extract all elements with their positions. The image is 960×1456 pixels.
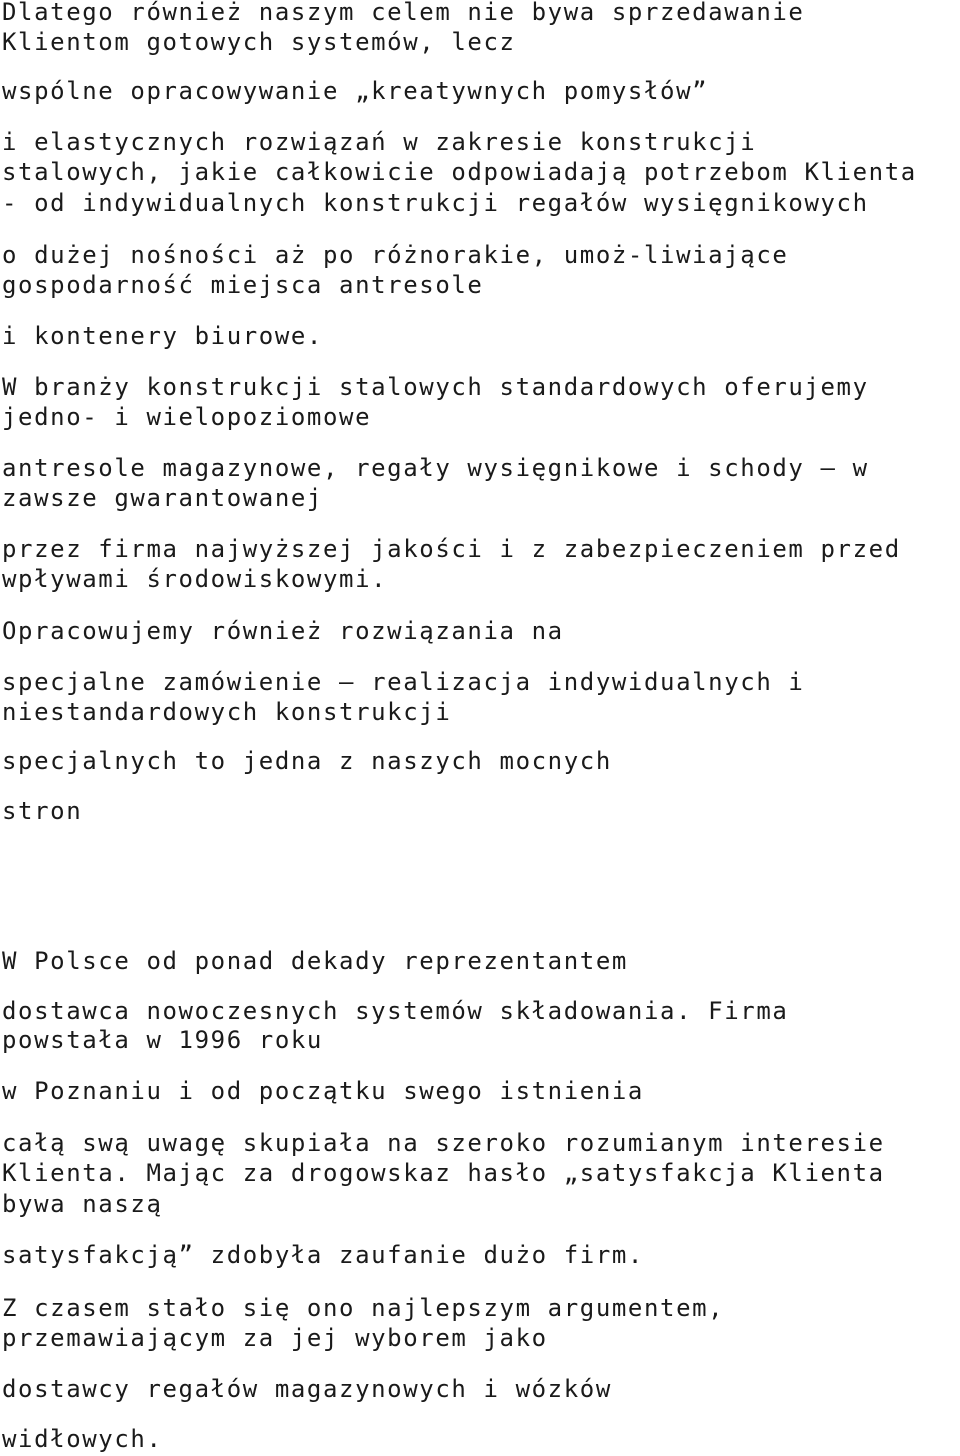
text-line: niestandardowych konstrukcji (2, 698, 452, 726)
text-line: stalowych, jakie całkowicie odpowiadają potrzebom Klienta (2, 158, 917, 186)
text-line: - od indywidualnych konstrukcji regałów wysięgnikowych (2, 189, 869, 217)
text-line: o dużej nośności aż po różnorakie, umoż-liwiające (2, 241, 789, 269)
text-line: wpływami środowiskowymi. (2, 565, 388, 593)
text-line: widłowych. (2, 1425, 163, 1453)
text-line: powstała w 1996 roku (2, 1026, 323, 1054)
text-line: i elastycznych rozwiązań w zakresie konstrukcji (2, 128, 757, 156)
text-line: stron (2, 797, 83, 825)
text-line: przemawiającym za jej wyborem jako (2, 1324, 548, 1352)
text-line: jedno- i wielopoziomowe (2, 403, 372, 431)
text-line: gospodarność miejsca antresole (2, 271, 484, 299)
text-line: dostawcy regałów magazynowych i wózków (2, 1375, 612, 1403)
text-line: Klientom gotowych systemów, lecz (2, 28, 516, 56)
text-line: satysfakcją” zdobyła zaufanie dużo firm. (2, 1241, 644, 1269)
text-line: specjalnych to jedna z naszych mocnych (2, 747, 612, 775)
text-line: dostawca nowoczesnych systemów składowania. Firma (2, 997, 789, 1025)
text-line: przez firma najwyższej jakości i z zabezpieczeniem przed (2, 535, 901, 563)
text-line: W branży konstrukcji stalowych standardowych oferujemy (2, 373, 869, 401)
text-line: Dlatego również naszym celem nie bywa sprzedawanie (2, 0, 805, 26)
text-line: wspólne opracowywanie „kreatywnych pomysłów” (2, 77, 709, 105)
text-line: i kontenery biurowe. (2, 322, 323, 350)
text-line: całą swą uwagę skupiała na szeroko rozumianym interesie (2, 1129, 885, 1157)
text-line: Opracowujemy również rozwiązania na (2, 617, 564, 645)
text-line: Klienta. Mając za drogowskaz hasło „satysfakcja Klienta (2, 1159, 885, 1187)
text-line: w Poznaniu i od początku swego istnienia (2, 1077, 644, 1105)
text-line: W Polsce od ponad dekady reprezentantem (2, 947, 628, 975)
text-line: zawsze gwarantowanej (2, 484, 323, 512)
text-line: specjalne zamówienie – realizacja indywidualnych i (2, 668, 805, 696)
text-line: antresole magazynowe, regały wysięgnikowe i schody – w (2, 454, 869, 482)
text-line: bywa naszą (2, 1190, 163, 1218)
text-line: Z czasem stało się ono najlepszym argumentem, (2, 1294, 725, 1322)
